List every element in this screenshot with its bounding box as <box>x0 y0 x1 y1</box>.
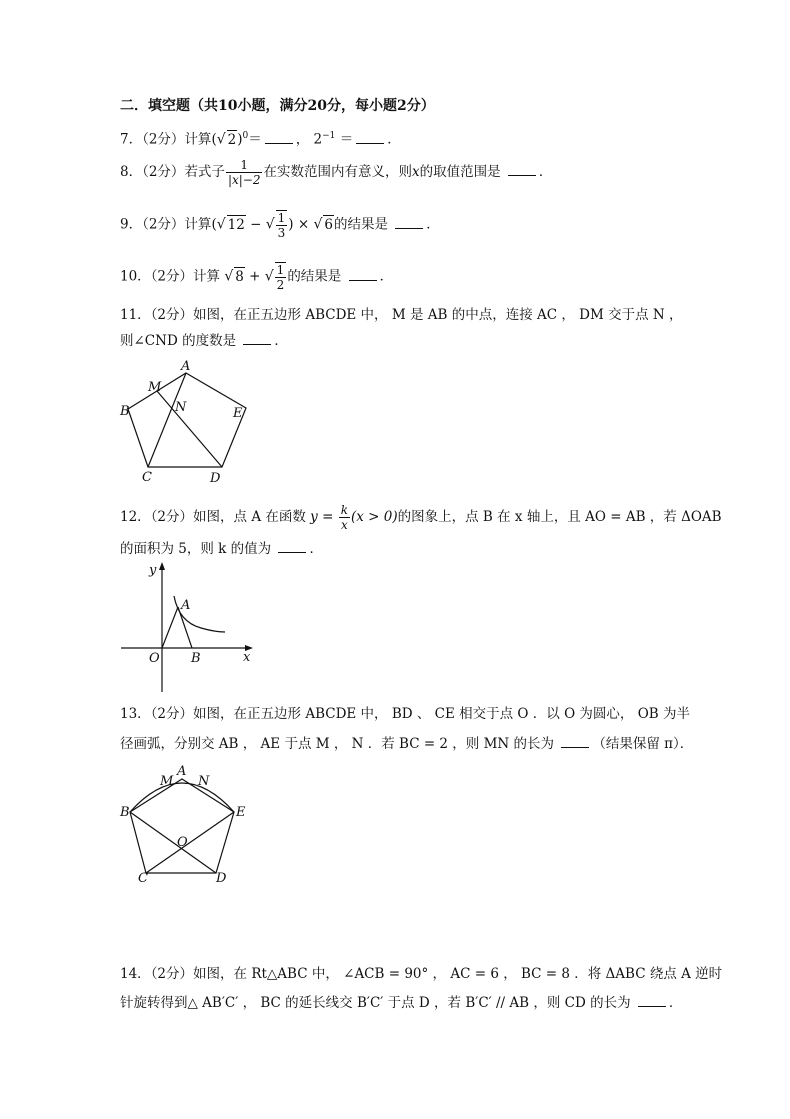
answer-blank <box>638 994 666 1007</box>
label-N: N <box>175 400 187 415</box>
answer-blank <box>508 163 536 176</box>
pentagon <box>130 779 234 873</box>
label-C: C <box>138 871 148 886</box>
question-11-line-2: 则∠CND 的度数是 ． <box>120 333 288 349</box>
question-13-line-2: 径画弧，分别交 AB ， AE 于点 M ， N ．若 BC = 2 ，则 MN 的长为 （结果保留 π）． <box>120 736 694 752</box>
fraction: $\frac{1}{|x|-2}$ <box>227 158 261 187</box>
segment-CE <box>146 812 234 873</box>
question-13: 13．（2分）如图，在正五边形 ABCDE 中， BD 、 CE 相交于点 O ．以 O 为圆心， OB 为半 <box>120 706 691 722</box>
figure-graph-12 <box>115 560 265 695</box>
label-O: O <box>149 651 160 666</box>
fraction-k-over-x: $\frac{k}{x}$ <box>340 503 348 532</box>
question-14-line-2: 针旋转得到△ AB′C′ ， BC 的延长线交 B′C′ 于点 D ，若 B′C′ // AB ，则 CD 的长为 ． <box>120 995 683 1011</box>
answer-blank <box>243 332 271 345</box>
segment-BD <box>130 812 216 873</box>
label-A: A <box>181 598 191 613</box>
answer-blank <box>356 131 384 144</box>
answer-blank <box>349 268 377 281</box>
label-E: E <box>236 805 246 820</box>
label-B: B <box>191 651 201 666</box>
segment-AB <box>178 607 192 648</box>
figure-pentagon-11 <box>110 355 260 490</box>
label-A: A <box>181 359 191 374</box>
section-title: 二．填空题（共10小题，满分20分，每小题2分） <box>120 98 435 114</box>
question-7: 7．（2分）计算(√ 2)$^0$＝ ， $2^{-1}$ ＝ ． <box>120 131 401 148</box>
label-E: E <box>233 406 243 421</box>
label-C: C <box>142 470 152 485</box>
label-M: M <box>160 774 174 789</box>
answer-blank <box>561 735 589 748</box>
y-axis-arrow <box>159 562 165 570</box>
label-O: O <box>177 835 188 850</box>
figure-pentagon-13 <box>112 760 262 890</box>
label-D: D <box>216 871 227 886</box>
pentagon <box>128 373 246 467</box>
label-A: A <box>177 764 187 779</box>
label-D: D <box>210 471 221 486</box>
question-14: 14．（2分）如图，在 Rt△ABC 中， ∠ACB = 90° ， AC = 6 ， BC = 8 ．将 ΔABC 绕点 A 逆时 <box>120 966 723 982</box>
label-x: x <box>243 650 251 665</box>
label-B: B <box>120 805 130 820</box>
question-10: 10．（2分）计算 √ 8 + √ $\frac{1}{2}$ 的结果是 ． <box>120 263 394 292</box>
label-M: M <box>148 380 162 395</box>
segment-DM <box>157 391 222 467</box>
answer-blank <box>395 216 423 229</box>
label-y: y <box>149 563 157 578</box>
question-8: 8．（2分）若式子 $\frac{1}{|x|-2}$ 在实数范围内有意义，则x的取值范围是 ． <box>120 158 553 187</box>
question-11: 11．（2分）如图，在正五边形 ABCDE 中， M 是 AB 的中点，连接 AC ， DM 交于点 N ， <box>120 307 683 323</box>
question-9: 9．（2分）计算(√ 12 − √ $\frac{1}{3}$ ) × √ 6的结果是 ． <box>120 211 440 240</box>
segment-OA <box>162 607 178 648</box>
answer-blank <box>278 540 306 553</box>
question-12-line-2: 的面积为 5，则 k 的值为 ． <box>120 541 323 557</box>
label-B: B <box>120 404 130 419</box>
label-N: N <box>198 774 210 789</box>
arc-BE <box>130 783 234 812</box>
question-12: 12．（2分）如图，点 A 在函数 y = $\frac{k}{x}$ (x > 0)的图象上，点 B 在 x 轴上，且 AO = AB ，若 ΔOAB <box>120 503 722 532</box>
answer-blank <box>265 131 293 144</box>
